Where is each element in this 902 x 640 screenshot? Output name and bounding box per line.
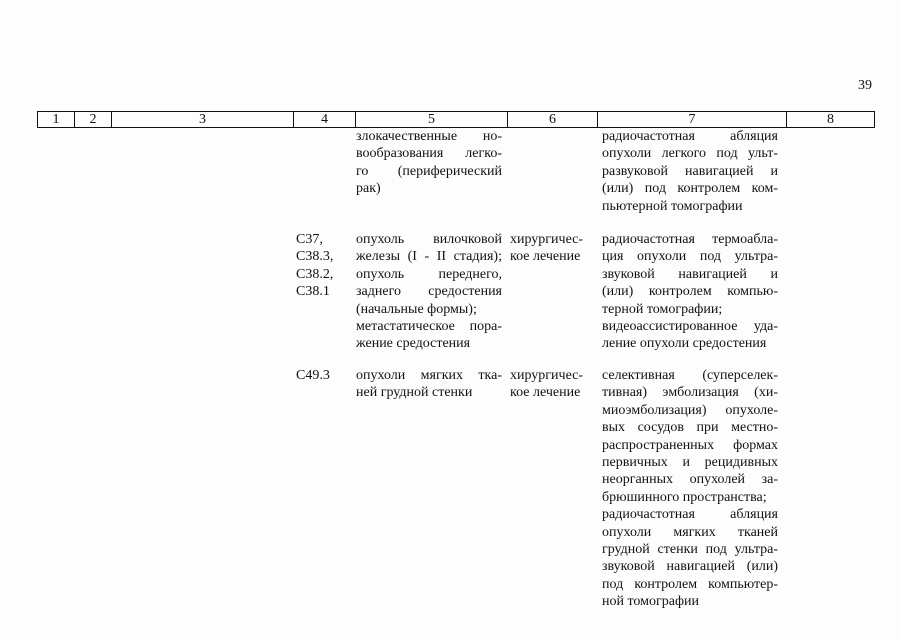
row-1-method-line: видеоассистированное уда- — [602, 319, 778, 335]
row-1-method-line: терной томографии; — [602, 301, 723, 317]
row-2-treatment-line: хирургичес- — [510, 368, 584, 383]
row-2-method-line: вых сосудов при местно- — [602, 420, 778, 436]
row-1-code-line: C38.2, — [296, 266, 334, 282]
row-2-method-line: селективная (суперселек- — [602, 368, 778, 383]
row-1-method-line: ция опухоли под ультра- — [602, 249, 778, 265]
column-header-row — [37, 111, 875, 128]
row-0-method-line: развуковой навигацией и — [602, 163, 778, 179]
row-1-code — [296, 231, 354, 301]
row-2-method — [602, 367, 778, 611]
row-0-method-line: пьютерной томографии — [602, 198, 743, 214]
column-number-3: 3 — [112, 112, 294, 128]
row-2-method-line: звуковой навигацией (или) — [602, 559, 778, 575]
row-1-diagnosis-line: жение средостения — [356, 336, 471, 352]
row-1-diagnosis-line: опухоль переднего, — [356, 266, 502, 282]
row-1-treatment — [510, 231, 590, 266]
row-1-diagnosis-line: метастатическое пора- — [356, 319, 502, 335]
column-number-1: 1 — [38, 112, 75, 128]
row-2-method-line: миоэмболизация) опухоле- — [602, 402, 778, 418]
row-0-method-line: (или) под контролем ком- — [602, 181, 778, 197]
column-number-5: 5 — [356, 112, 508, 128]
row-1-code-line: C38.1 — [296, 284, 330, 300]
row-2-method-line: опухоли мягких тканей — [602, 524, 778, 540]
row-2-method-line: первичных и рецидивных — [602, 455, 778, 471]
row-2-treatment-line: кое лечение — [510, 385, 581, 401]
row-1-method-line: радиочастотная термоабла- — [602, 232, 778, 247]
row-0-diagnosis-line: злокачественные но- — [356, 129, 502, 144]
column-number-8: 8 — [787, 112, 875, 128]
column-number-2: 2 — [75, 112, 112, 128]
row-1-method-line: звуковой навигацией и — [602, 266, 778, 282]
column-number-6: 6 — [508, 112, 598, 128]
row-1-code-line: C38.3, — [296, 249, 334, 265]
row-0-method-line: радиочастотная абляция — [602, 129, 778, 144]
row-0-diagnosis — [356, 128, 502, 198]
row-1-code-line: C37, — [296, 232, 323, 247]
row-2-method-line: тивная) эмболизация (хи- — [602, 385, 778, 401]
row-2-diagnosis — [356, 367, 502, 402]
row-0-method — [602, 128, 778, 215]
row-2-diagnosis-line: опухоли мягких тка- — [356, 368, 502, 383]
row-2-code — [296, 367, 354, 384]
row-0-diagnosis-line: вообразования легко- — [356, 146, 502, 162]
row-1-diagnosis-line: опухоль вилочковой — [356, 232, 502, 247]
row-1-diagnosis-line: заднего средостения — [356, 284, 502, 300]
row-1-diagnosis-line: железы (I - II стадия); — [356, 249, 502, 265]
row-2-method-line: под контролем компьютер- — [602, 576, 778, 592]
column-number-7: 7 — [598, 112, 787, 128]
row-1-treatment-line: хирургичес- — [510, 232, 584, 247]
row-1-method-line: ление опухоли средостения — [602, 336, 767, 352]
row-2-diagnosis-line: ней грудной стенки — [356, 385, 473, 401]
row-0-diagnosis-line: го (периферический — [356, 163, 502, 179]
page-number: 39 — [858, 78, 872, 93]
row-0-method-line: опухоли легкого под ульт- — [602, 146, 778, 162]
row-2-method-line: грудной стенки под ультра- — [602, 542, 778, 558]
row-2-method-line: распространенных формах — [602, 437, 778, 453]
row-1-method — [602, 231, 778, 353]
row-2-method-line: брюшинного пространства; — [602, 489, 767, 505]
row-1-method-line: (или) контролем компью- — [602, 284, 778, 300]
row-1-treatment-line: кое лечение — [510, 249, 581, 265]
row-2-code-line: C49.3 — [296, 368, 330, 383]
row-2-treatment — [510, 367, 590, 402]
row-2-method-line: ной томографии — [602, 594, 700, 610]
row-1-diagnosis-line: (начальные формы); — [356, 301, 477, 317]
row-1-diagnosis — [356, 231, 502, 353]
column-number-4: 4 — [294, 112, 356, 128]
row-2-method-line: радиочастотная абляция — [602, 507, 778, 523]
row-0-diagnosis-line: рак) — [356, 181, 381, 197]
row-2-method-line: неорганных опухолей за- — [602, 472, 778, 488]
